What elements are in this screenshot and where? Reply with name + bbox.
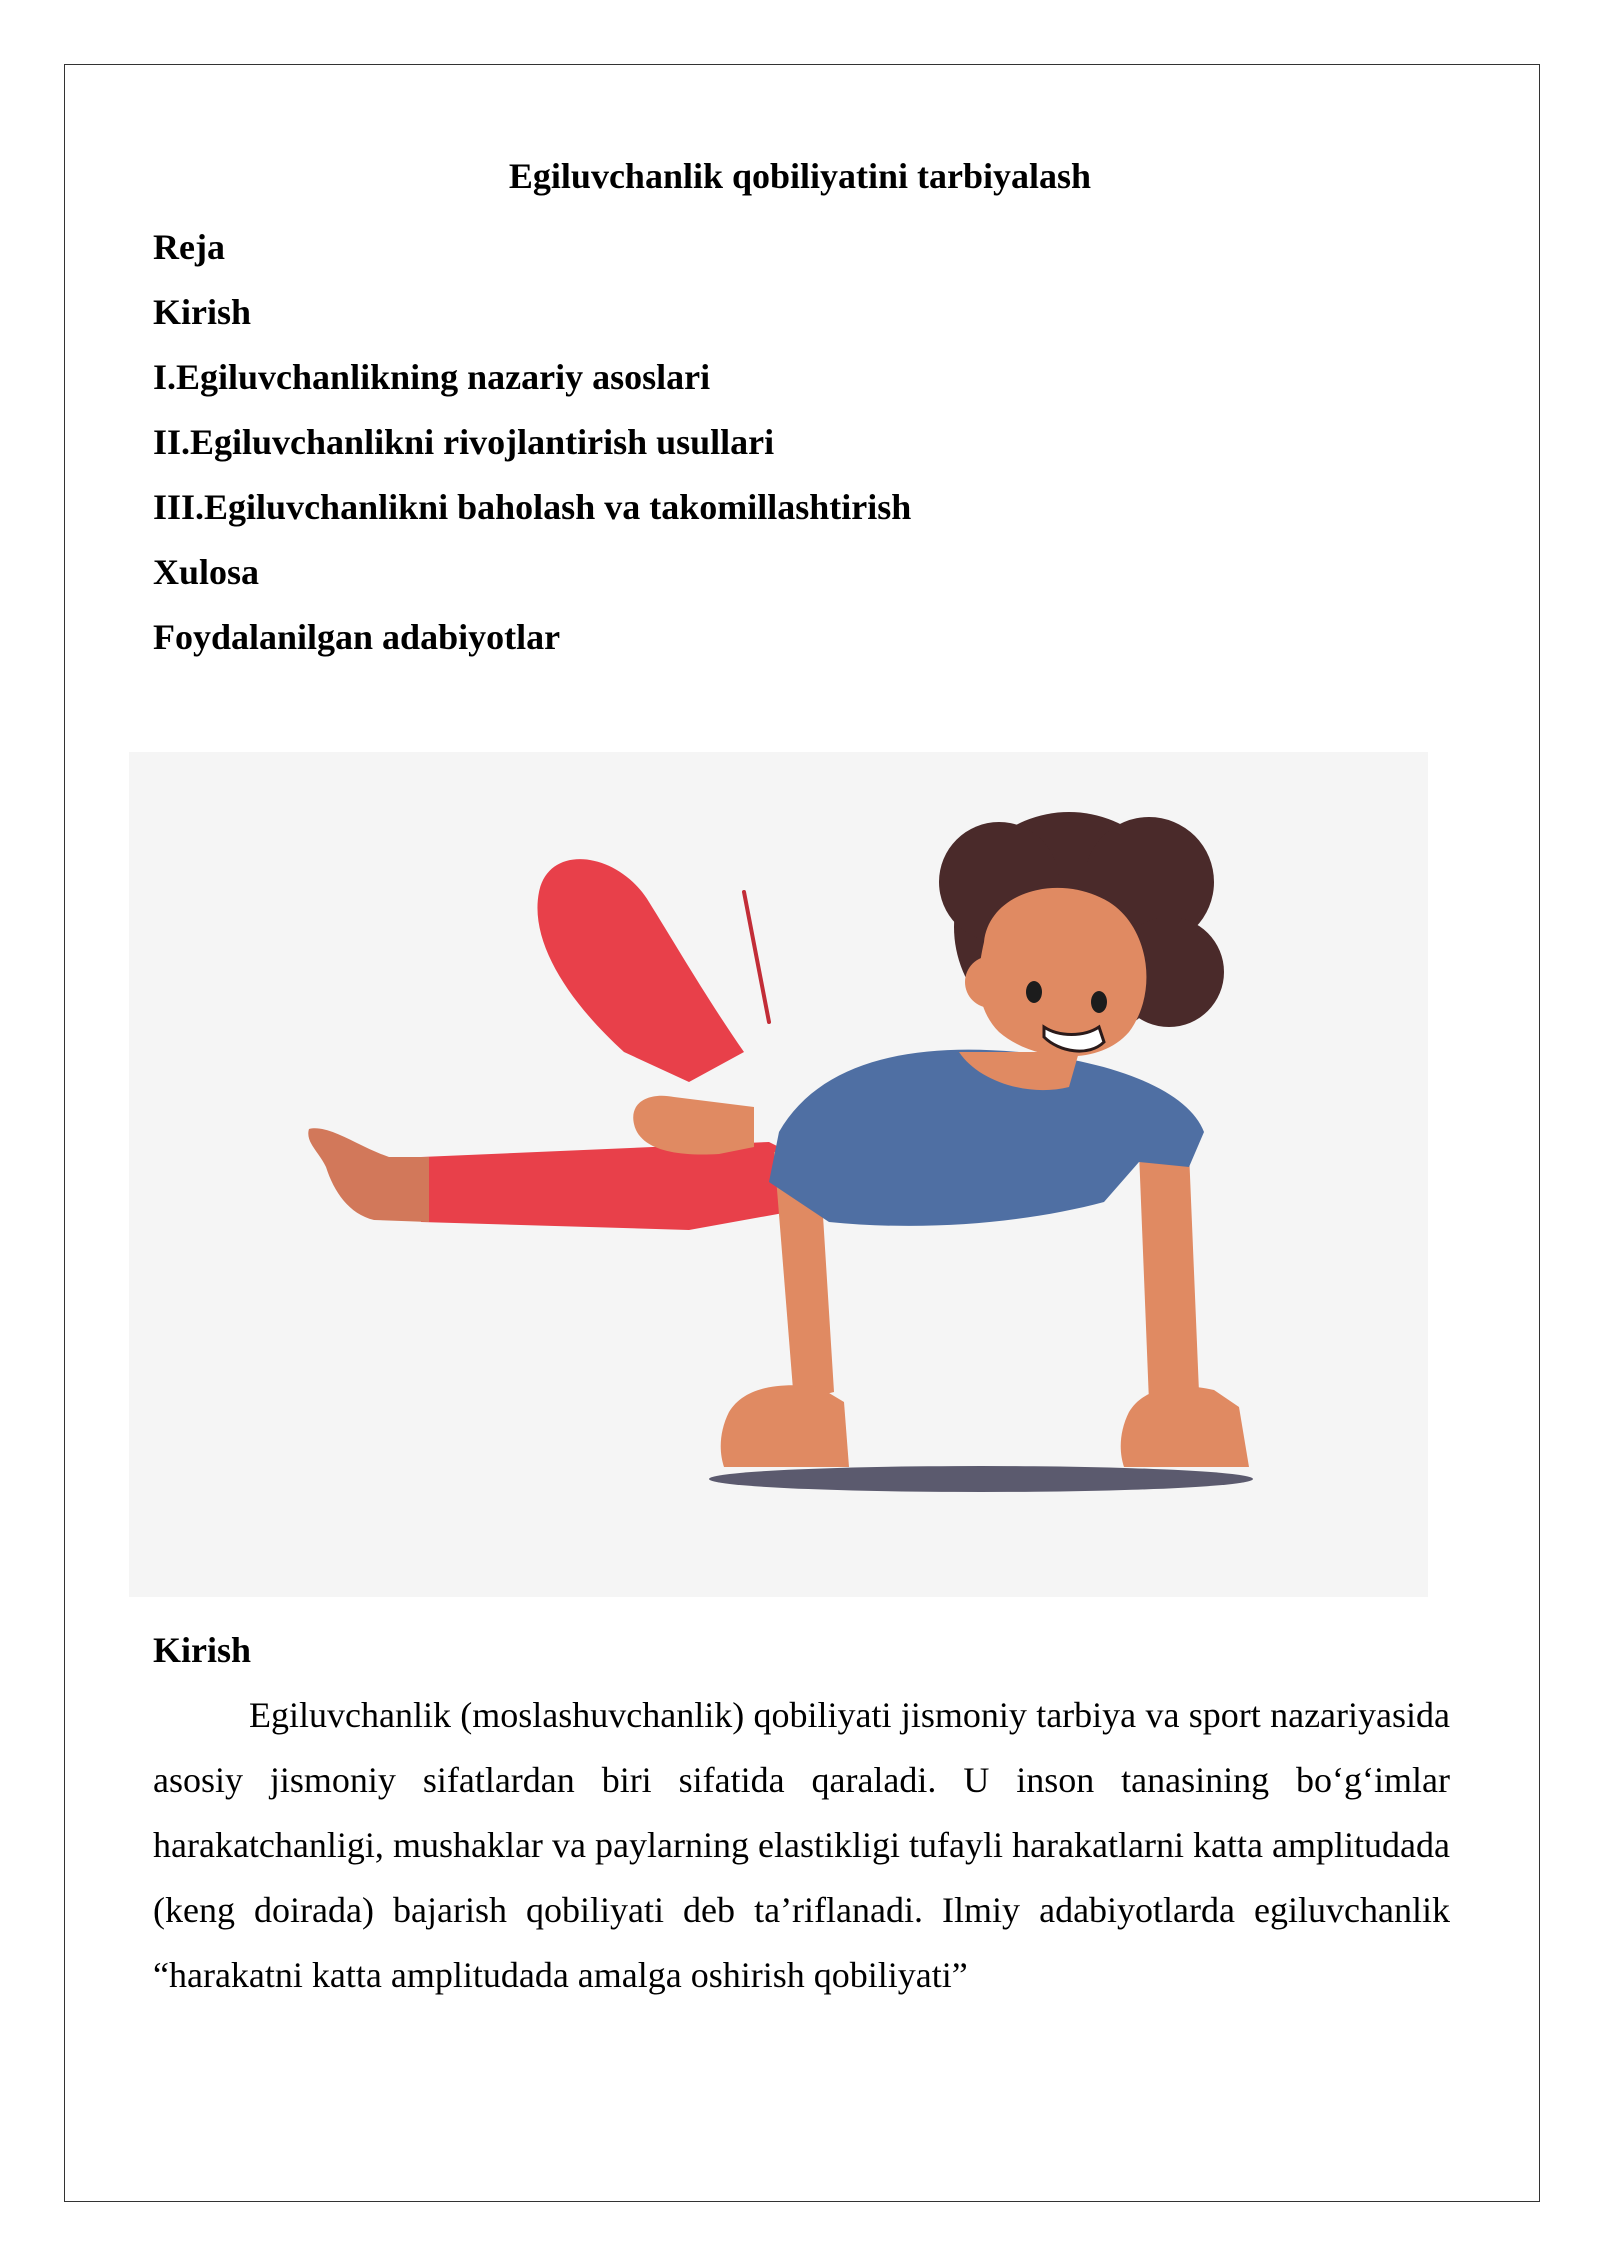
toc-item-kirish: Kirish bbox=[153, 292, 252, 332]
eye-left bbox=[1026, 981, 1042, 1003]
toc-item-chapter-1: I.Egiluvchanlikning nazariy asoslari bbox=[153, 357, 711, 397]
ear bbox=[965, 956, 1017, 1008]
intro-paragraph: Egiluvchanlik (moslashuvchanlik) qobiliyati jismoniy tarbiya va sport nazariyasida asosiy jismoniy sifatlardan biri sifatida qaraladi. U inson tanasining bo‘g‘imlar harakatchanligi, mushaklar va paylarning elastikligi tufayli harakatlarni katta amplitudada (keng doirada) bajarish qobiliyati deb ta’riflanadi. Ilmiy adabiyotlarda egiluvchanlik “harakatni katta amplitudada amalga oshirish qobiliyati” bbox=[153, 1695, 1450, 1995]
toc-item-xulosa: Xulosa bbox=[153, 552, 260, 592]
right-arm bbox=[1139, 1152, 1199, 1402]
floor-shadow bbox=[709, 1466, 1253, 1492]
toc-item-chapter-3: III.Egiluvchanlikni baholash va takomillashtirish bbox=[153, 487, 912, 527]
child-yoga-pose-image bbox=[129, 752, 1428, 1597]
toc-item-chapter-2: II.Egiluvchanlikni rivojlantirish usullari bbox=[153, 422, 775, 462]
yoga-illustration bbox=[129, 752, 1428, 1597]
toc-item-reja: Reja bbox=[153, 227, 225, 267]
toc-item-references: Foydalanilgan adabiyotlar bbox=[153, 617, 561, 657]
eye-right bbox=[1091, 991, 1107, 1013]
table-of-contents bbox=[153, 215, 911, 670]
document-title: Egiluvchanlik qobiliyatini tarbiyalash bbox=[508, 156, 1092, 196]
section-heading-kirish: Kirish bbox=[153, 1630, 252, 1670]
